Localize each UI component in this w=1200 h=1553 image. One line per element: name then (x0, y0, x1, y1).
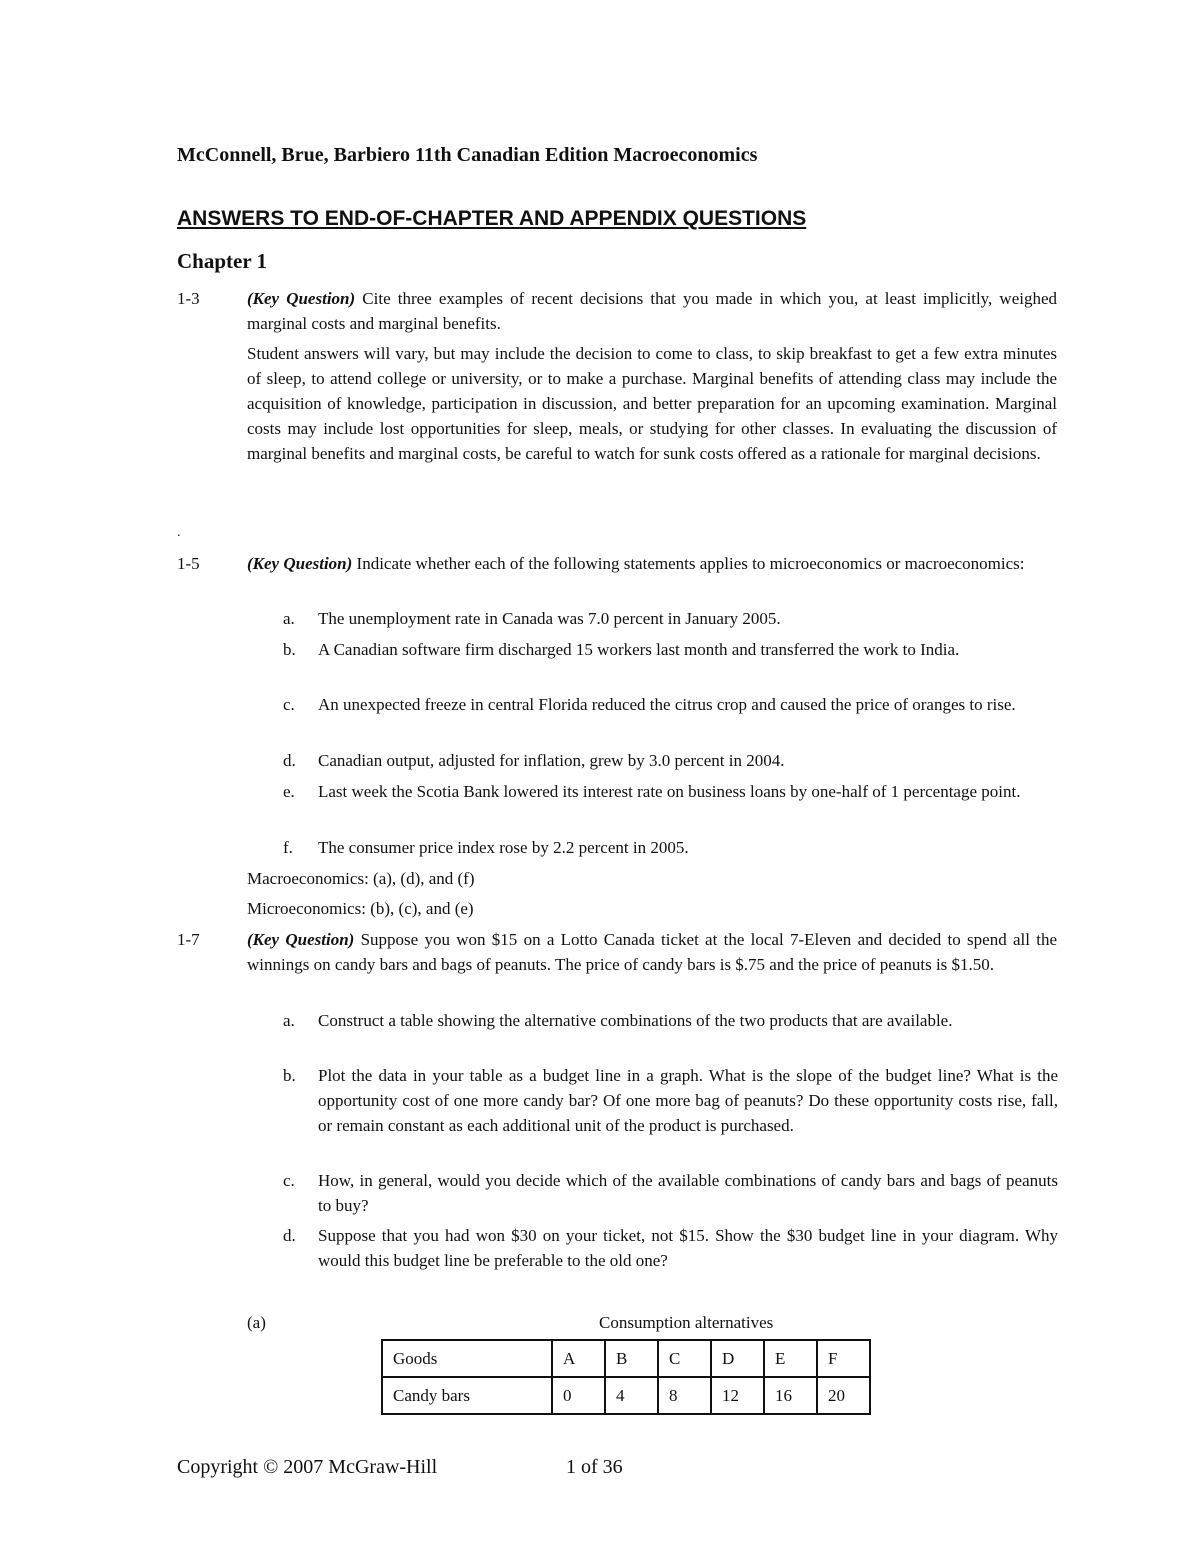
page-number: 1 of 36 (566, 1456, 623, 1478)
question-number-1-7: 1-7 (177, 930, 200, 949)
list-item-text: How, in general, would you decide which of the available combinations of candy bars and bags of peanuts to buy? (318, 1171, 1058, 1215)
list-item-text: A Canadian software firm discharged 15 workers last month and transferred the work to India. (318, 640, 960, 659)
list-item-text: Plot the data in your table as a budget line in a graph. What is the slope of the budget line? What is the opportunity cost of one more candy bar? Of one more bag of peanuts? Do these opportunity costs rise, fall, or remain constant as each additional unit of the product is purchased. (318, 1066, 1058, 1135)
document-header: McConnell, Brue, Barbiero 11th Canadian Edition Macroeconomics (177, 144, 758, 166)
table-header-cell: E (764, 1340, 817, 1377)
list-item-text: The consumer price index rose by 2.2 percent in 2005. (318, 838, 689, 857)
list-item-text: Suppose that you had won $30 on your ticket, not $15. Show the $30 budget line in your diagram. Why would this budget line be preferable to the old one? (318, 1226, 1058, 1270)
list-item-text: The unemployment rate in Canada was 7.0 percent in January 2005. (318, 609, 781, 628)
question-1-7-prompt (247, 927, 1057, 977)
consumption-table (381, 1339, 871, 1415)
question-1-5-text: Indicate whether each of the following statements applies to microeconomics or macroeconomics: (352, 554, 1025, 573)
list-item-letter: d. (283, 1226, 296, 1245)
table-header-cell: A (552, 1340, 605, 1377)
list-item-text: Canadian output, adjusted for inflation, grew by 3.0 percent in 2004. (318, 751, 785, 770)
list-item-letter: a. (283, 609, 295, 628)
table-header-cell: C (658, 1340, 711, 1377)
table-header-row (382, 1340, 870, 1377)
question-1-7-text: Suppose you won $15 on a Lotto Canada ticket at the local 7-Eleven and decided to spend all the winnings on candy bars and bags of peanuts. The price of candy bars is $.75 and the price of peanuts is $1.50. (247, 930, 1057, 974)
key-question-label: (Key Question) (247, 289, 356, 308)
list-item-letter: c. (283, 695, 295, 714)
chapter-title: Chapter 1 (177, 249, 268, 273)
list-item-letter: d. (283, 751, 296, 770)
question-number-1-3: 1-3 (177, 289, 200, 308)
table-cell: 8 (658, 1377, 711, 1414)
table-header-cell: D (711, 1340, 764, 1377)
main-heading: ANSWERS TO END-OF-CHAPTER AND APPENDIX QUESTIONS (177, 207, 807, 230)
table-cell: 12 (711, 1377, 764, 1414)
question-1-3-answer: Student answers will vary, but may include the decision to come to class, to skip breakfast to get a few extra minutes of sleep, to attend college or university, or to make a purchase. Marginal benefits of attending class may include the acquisition of knowledge, participation in discussion, and better preparation for an upcoming examination. Marginal costs may include lost opportunities for sleep, meals, or studying for other classes. In evaluating the discussion of marginal benefits and marginal costs, be careful to watch for sunk costs offered as a rationale for marginal decisions. (247, 344, 1057, 463)
table-cell: 4 (605, 1377, 658, 1414)
table-header-cell: F (817, 1340, 870, 1377)
answer-label-a: (a) (247, 1313, 266, 1332)
list-item-letter: f. (283, 838, 293, 857)
table-row (382, 1377, 870, 1414)
separator-mark: . (177, 525, 181, 540)
key-question-label: (Key Question) (247, 554, 353, 573)
table-cell: Candy bars (382, 1377, 552, 1414)
table-header-cell: Goods (382, 1340, 552, 1377)
micro-answer: Microeconomics: (b), (c), and (e) (247, 899, 474, 918)
question-1-5-prompt (247, 551, 1057, 576)
list-item-text: An unexpected freeze in central Florida reduced the citrus crop and caused the price of oranges to rise. (318, 695, 1016, 714)
list-item-text: Construct a table showing the alternative combinations of the two products that are available. (318, 1011, 953, 1030)
question-1-3-prompt (247, 286, 1057, 336)
table-title: Consumption alternatives (599, 1313, 774, 1332)
table-cell: 16 (764, 1377, 817, 1414)
question-number-1-5: 1-5 (177, 554, 200, 573)
list-item-letter: b. (283, 1066, 296, 1085)
macro-answer: Macroeconomics: (a), (d), and (f) (247, 869, 475, 888)
question-1-3-text: Cite three examples of recent decisions that you made in which you, at least implicitly, weighed marginal costs and marginal benefits. (247, 289, 1058, 333)
list-item-letter: a. (283, 1011, 295, 1030)
table-cell: 0 (552, 1377, 605, 1414)
table-cell: 20 (817, 1377, 870, 1414)
list-item-letter: b. (283, 640, 296, 659)
list-item-letter: e. (283, 782, 295, 801)
list-item-text: Last week the Scotia Bank lowered its interest rate on business loans by one-half of 1 percentage point. (318, 782, 1021, 801)
footer-copyright: Copyright © 2007 McGraw-Hill (177, 1456, 438, 1478)
key-question-label: (Key Question) (247, 930, 355, 949)
list-item-letter: c. (283, 1171, 295, 1190)
table-header-cell: B (605, 1340, 658, 1377)
